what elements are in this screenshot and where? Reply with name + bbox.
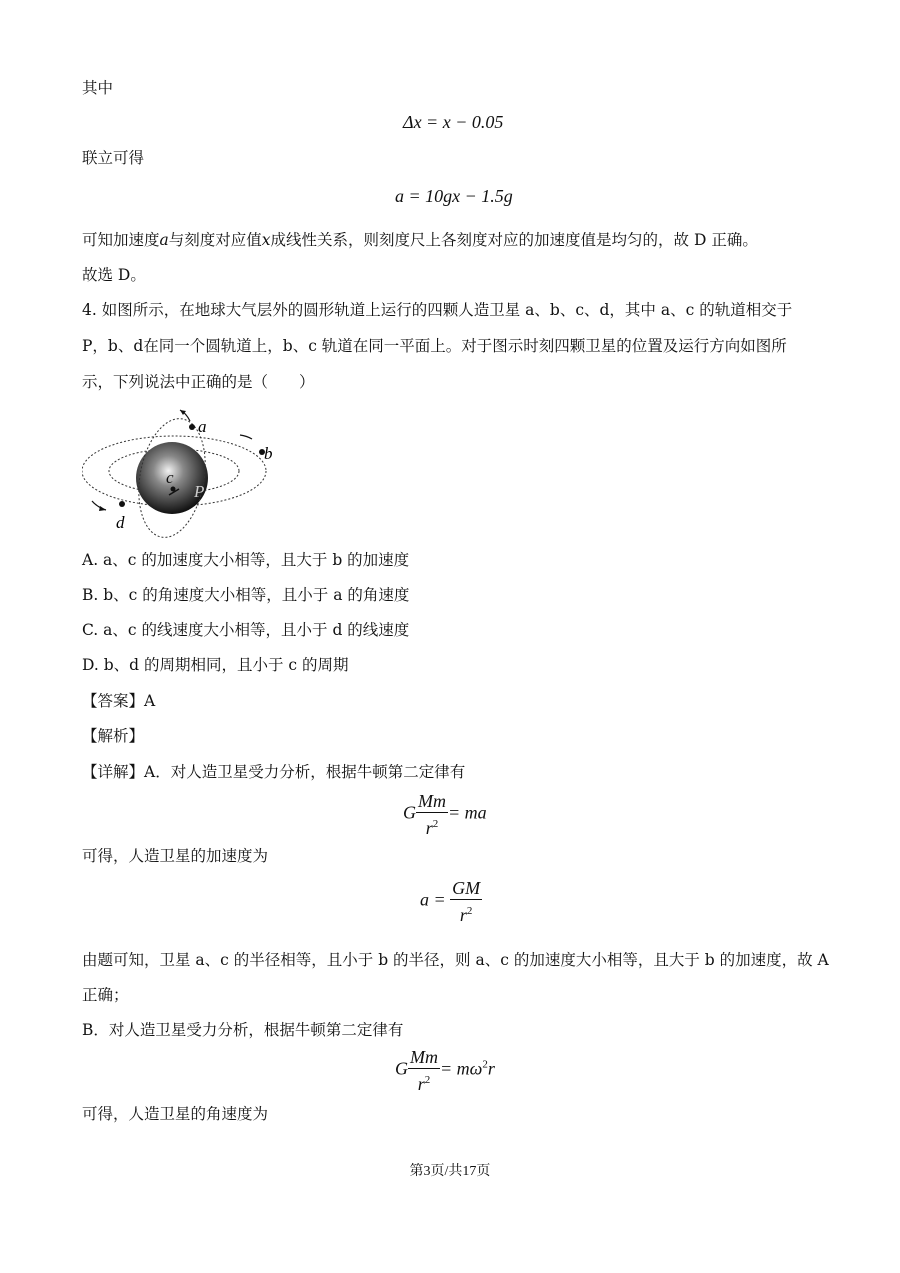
label-p: P [194, 482, 205, 501]
conclusion-line: 由题可知，卫星 a、c 的半径相等，且小于 b 的半径，则 a、c 的加速度大小相等，且大于 b 的加速度，故 A [82, 951, 829, 969]
page-footer: 第3页/共17页 [409, 1164, 491, 1179]
question-line: 示，下列说法中正确的是（ ） [82, 373, 315, 391]
label-b: b [264, 444, 273, 463]
label-d: d [116, 513, 125, 532]
option-d: D. b、d 的周期相同，且小于 c 的周期 [82, 656, 349, 674]
text-line: 可得，人造卫星的角速度为 [82, 1105, 269, 1123]
satellite-a [189, 424, 195, 430]
question-line: 4. 如图所示，在地球大气层外的圆形轨道上运行的四颗人造卫星 a、b、c、d，其中 a、c 的轨道相交于 [82, 301, 793, 319]
option-c: C. a、c 的线速度大小相等，且小于 d 的线速度 [82, 621, 410, 639]
conclusion-line: 正确； [82, 986, 129, 1004]
answer: 【答案】A [82, 692, 156, 710]
detail-b: B．对人造卫星受力分析，根据牛顿第二定律有 [82, 1021, 404, 1039]
equation-newton-omega: G $\frac{Mm}{r^2}$ = $m\omega^2r$ [395, 1047, 495, 1094]
text-line: 联立可得 [82, 149, 145, 167]
text-line: 故选 D。 [82, 266, 146, 284]
label-c: c [166, 468, 174, 487]
label-a: a [198, 417, 207, 436]
analysis-heading: 【解析】 [82, 727, 145, 745]
text-line: 可知加速度a与刻度对应值x成线性关系，则刻度尺上各刻度对应的加速度值是均匀的，故 D 正确。 [82, 231, 758, 249]
text-line: 其中 [82, 79, 114, 97]
equation-newton-a: G $\frac{Mm}{r^2}$ = ma [403, 791, 487, 838]
detail-a: 【详解】A．对人造卫星受力分析，根据牛顿第二定律有 [82, 763, 466, 781]
question-line: P，b、d在同一个圆轨道上，b、c 轨道在同一平面上。对于图示时刻四颗卫星的位置及运行方向如图所 [82, 337, 787, 355]
satellite-orbit-figure [82, 403, 282, 538]
equation-a: a = 10gx − 1.5g [395, 186, 513, 206]
equation-delta-x: Δx = x − 0.05 [403, 112, 504, 132]
satellite-d [119, 501, 125, 507]
equation-accel: a = $\frac{GM}{r^2}$ [420, 878, 481, 925]
option-a: A. a、c 的加速度大小相等，且大于 b 的加速度 [82, 551, 410, 569]
option-b: B. b、c 的角速度大小相等，且小于 a 的角速度 [82, 586, 410, 604]
text-line: 可得，人造卫星的加速度为 [82, 847, 269, 865]
